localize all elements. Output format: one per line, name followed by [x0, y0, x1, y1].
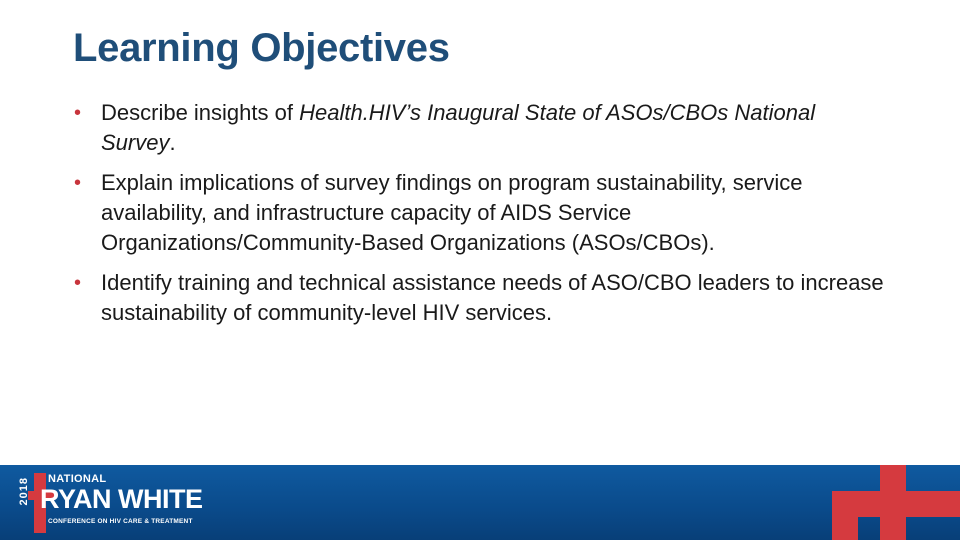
conference-logo — [14, 471, 204, 535]
objective-item — [74, 98, 884, 158]
logo-national: NATIONAL — [48, 473, 107, 485]
bullet-marker: • — [74, 102, 82, 124]
survey-name: Health.HIV’s Inaugural State of ASOs/CBOs National Survey — [101, 100, 816, 155]
bullet-marker: • — [74, 272, 82, 294]
cross-vertical-bar — [880, 465, 906, 540]
objective-text-end: . — [169, 130, 176, 155]
decorative-cross-graphic — [832, 465, 960, 540]
objective-item — [74, 268, 884, 328]
cross-right-arm — [906, 491, 960, 517]
logo-year: 2018 — [18, 477, 30, 506]
objective-text: Describe insights of — [101, 100, 300, 125]
objective-text: Identify training and technical assistance needs of ASO/CBO leaders to increase sustainability of community-level HIV services. — [101, 270, 884, 325]
bullet-marker: • — [74, 172, 82, 194]
objectives-list — [74, 98, 884, 338]
logo-name: RYAN WHITE — [40, 484, 203, 514]
logo-subtitle: CONFERENCE ON HIV CARE & TREATMENT — [48, 518, 193, 525]
footer-banner — [0, 465, 960, 540]
cross-left-leg — [832, 491, 858, 540]
objective-text: Explain implications of survey findings on program sustainability, service availability, and infrastructure capacity of AIDS Service Organizations/Community-Based Organizations (ASOs/CBOs). — [101, 170, 803, 255]
objective-item — [74, 168, 884, 258]
slide-title: Learning Objectives — [73, 26, 450, 70]
